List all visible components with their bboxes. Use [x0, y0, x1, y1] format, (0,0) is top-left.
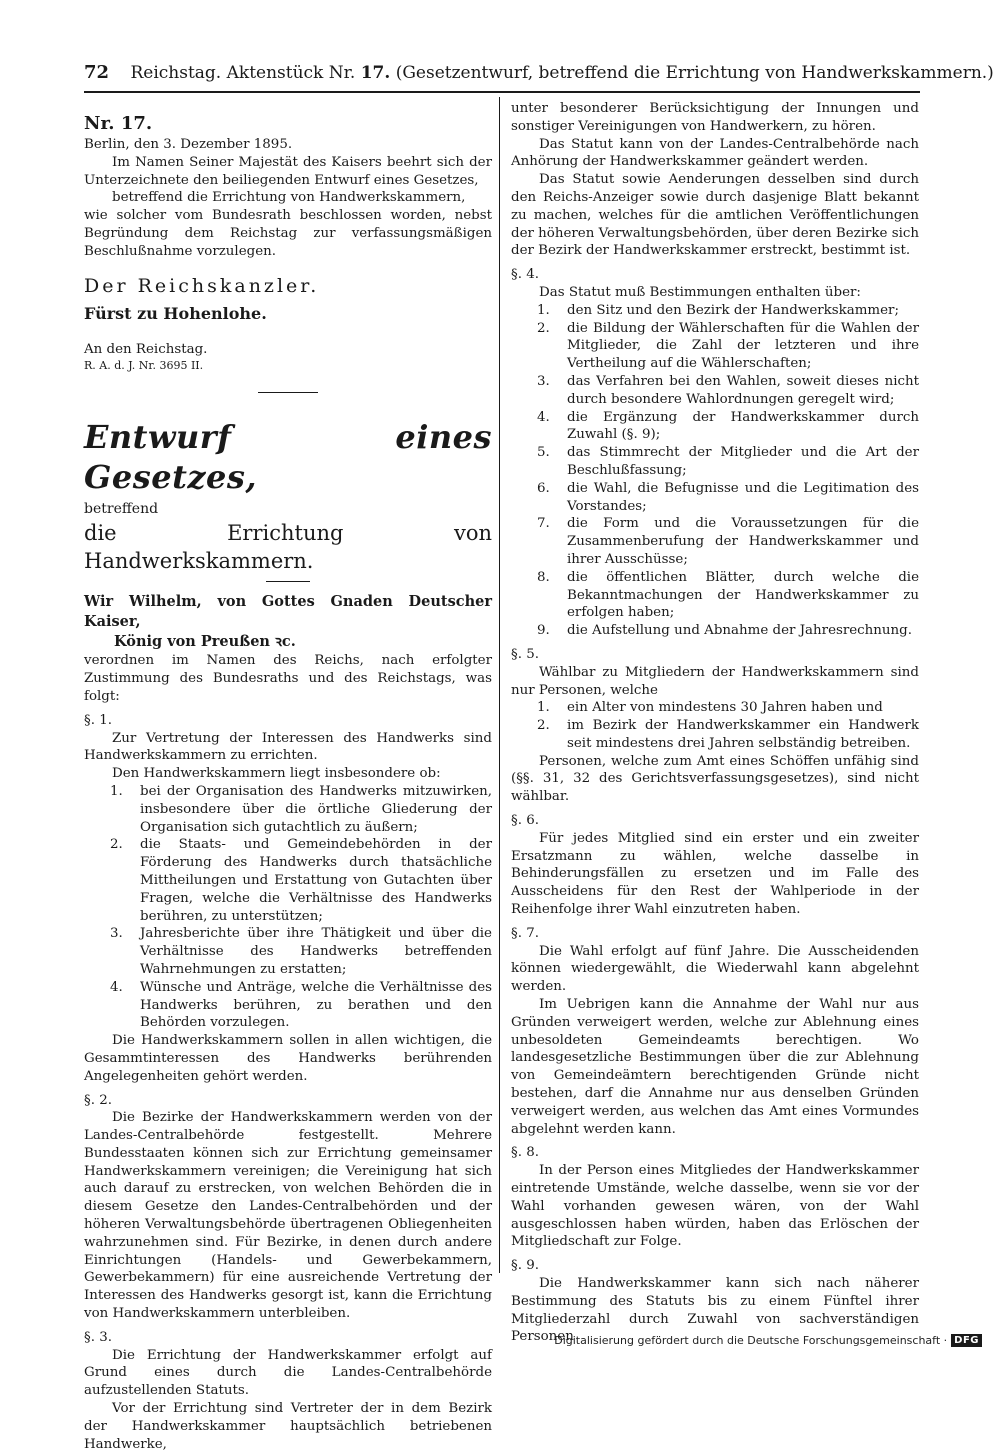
draft-subtitle: die Errichtung von Handwerkskammern.: [84, 521, 492, 574]
list-item: 2. die Staats- und Gemeindebehörden in der Förderung des Handwerks durch thatsächliche Mittheilungen und Erstattung von Gutachten über Fragen, welche die Verhältnisse des Handwerks berühren, zu unterstützen;: [110, 837, 492, 924]
section-4-paragraph-1: Das Statut muß Bestimmungen enthalten über:: [539, 284, 861, 300]
section-heading-6: §. 6.: [511, 813, 539, 829]
list-item: 1. den Sitz und den Bezirk der Handwerkskammer;: [537, 302, 899, 318]
list-item: 7. die Form und die Voraussetzungen für die Zusammenberufung der Handwerkskammer und ihrer Ausschüsse;: [537, 516, 919, 567]
list-item: 2. im Bezirk der Handwerkskammer ein Handwerk seit mindestens drei Jahren selbständig betreiben.: [537, 718, 919, 751]
signature-name: Fürst zu Hohenlohe.: [84, 303, 267, 323]
section-5-list: [511, 699, 919, 752]
section-heading-2: §. 2.: [84, 1092, 112, 1108]
draft-betreffend: betreffend: [84, 501, 159, 518]
section-8-paragraph-1: In der Person eines Mitgliedes der Handwerkskammer eintretende Umstände, welche dasselbe, wenn sie vor der Wahl vorhanden gewesen wären, von der Wahl ausgeschlossen haben würden, haben das Erlöschen der Mitgliedschaft zur Folge.: [511, 1163, 919, 1250]
section-heading-7: §. 7.: [511, 925, 539, 941]
addressee: An den Reichstag.: [84, 341, 208, 357]
column-divider: [499, 97, 500, 1273]
section-5-paragraph-1: Wählbar zu Mitgliedern der Handwerkskammern sind nur Personen, welche: [511, 664, 919, 698]
header-title: (Gesetzentwurf, betreffend die Errichtung von Handwerkskammern.): [395, 63, 994, 83]
section-3-paragraph-1: Die Errichtung der Handwerkskammer erfolgt auf Grund eines durch die Landes-Centralbehörde aufzustellenden Statuts.: [84, 1347, 492, 1399]
list-item: 6. die Wahl, die Befugnisse und die Legitimation des Vorstandes;: [537, 480, 919, 514]
dfg-logo: DFG: [951, 1334, 982, 1347]
section-1-paragraph-2: Den Handwerkskammern liegt insbesondere ob:: [112, 766, 441, 782]
draft-title: Entwurf eines Gesetzes,: [84, 418, 492, 497]
header-prefix: Reichstag. Aktenstück Nr.: [130, 63, 356, 83]
section-4-list: [511, 302, 919, 640]
list-item: 9. die Aufstellung und Abnahme der Jahresrechnung.: [537, 623, 913, 639]
header-document-number: 17.: [360, 63, 391, 83]
list-item: 5. das Stimmrecht der Mitglieder und die Art der Beschlußfassung;: [537, 445, 919, 478]
section-6-paragraph-1: Für jedes Mitglied sind ein erster und ein zweiter Ersatzmann zu wählen, welche dasselbe in Behinderungsfällen zu ersetzen und im Falle des Ausscheidens für den Rest der Wahlperiode in der Reihenfolge ihrer Wahl einzutreten haben.: [511, 830, 919, 918]
section-3-paragraph-2: Vor der Errichtung sind Vertreter der in dem Bezirk der Handwerkskammer hauptsächlich betriebenen Handwerke,: [84, 1401, 492, 1452]
section-separator: [258, 392, 318, 393]
section-7-paragraph-2: Im Uebrigen kann die Annahme der Wahl nur aus Gründen verweigert werden, welche zur Ablehnung eines unbesoldeten Gemeindeamts berechtigen. Wo landesgesetzliche Bestimmungen über die zur Ablehnung von Gemeindeämtern berechtigenden Gründe nicht bestehen, darf die Annahme nur aus denselben Gründen verweigert werden, aus welchen das Amt eines Vormundes abgelehnt werden kann.: [511, 997, 919, 1137]
section-3-paragraph-3: Das Statut kann von der Landes-Centralbehörde nach Anhörung der Handwerkskammer geändert werden.: [511, 136, 919, 170]
list-item: 2. die Bildung der Wählerschaften für die Wahlen der Mitglieder, die Zahl der letzteren und ihre Vertheilung auf die Wählerschaften;: [537, 320, 919, 372]
right-column: [511, 100, 919, 1346]
subtitle-separator: [266, 581, 310, 582]
section-heading-3: §. 3.: [84, 1329, 112, 1345]
section-9-paragraph-1: Die Handwerkskammer kann sich nach näherer Bestimmung des Statuts bis zu einem Fünftel ihrer Mitgliederzahl durch Zuwahl von sachverständigen Personen: [511, 1276, 919, 1345]
credit-text: Digitalisierung gefördert durch die Deutsche Forschungsgemeinschaft ·: [554, 1334, 948, 1347]
section-heading-1: §. 1.: [84, 712, 112, 728]
section-1-list: [84, 783, 492, 1032]
intro-subject: betreffend die Errichtung von Handwerkskammern,: [112, 190, 466, 206]
section-heading-9: §. 9.: [511, 1258, 539, 1274]
list-item: 8. die öffentlichen Blätter, durch welche die Bekanntmachungen der Handwerkskammer zu erfolgen haben;: [537, 569, 919, 621]
list-item: 3. das Verfahren bei den Wahlen, soweit dieses nicht durch besondere Wahlordnungen geregelt wird;: [537, 373, 919, 407]
list-item: 1. ein Alter von mindestens 30 Jahren haben und: [537, 700, 883, 716]
section-7-paragraph-1: Die Wahl erfolgt auf fünf Jahre. Die Ausscheidenden können wiedergewählt, die Wiederwahl kann abgelehnt werden.: [511, 943, 919, 995]
preamble-line-2: König von Preußen ꝛc.: [114, 633, 296, 651]
list-item: 4. Wünsche und Anträge, welche die Verhältnisse des Handwerks berühren, zu berathen und den Behörden vorzulegen.: [110, 979, 492, 1031]
reference-number: R. A. d. J. Nr. 3695 II.: [84, 359, 204, 373]
section-heading-5: §. 5.: [511, 646, 539, 662]
list-item: 1. bei der Organisation des Handwerks mitzuwirken, insbesondere über die örtliche Gliederung der Organisation sich gutachtlich zu äußern;: [110, 783, 492, 835]
left-column: [84, 100, 492, 1453]
section-2-paragraph-1: Die Bezirke der Handwerkskammern werden von der Landes-Centralbehörde festgestellt. Mehrere Bundesstaaten können sich zur Errichtung gemeinsamer Handwerkskammern vereinigen; die Vereinigung hat sich auch darauf zu erstrecken, von welchen Behörden die in diesem Gesetze den Landes-Centralbehörden und der höheren Verwaltungsbehörde übertragenen Obliegenheiten wahrzunehmen sind. Für Bezirke, in denen durch andere Einrichtungen (Handels- und Gewerbekammern, Gewerbekammern) für eine ausreichende Vertretung der Interessen des Handwerks gesorgt ist, kann die Errichtung von Handwerkskammern unterbleiben.: [84, 1110, 492, 1322]
section-1-paragraph-3: Die Handwerkskammern sollen in allen wichtigen, die Gesammtinteressen des Handwerks berührenden Angelegenheiten gehört werden.: [84, 1033, 492, 1084]
preamble-line-1: Wir Wilhelm, von Gottes Gnaden Deutscher Kaiser,: [84, 593, 492, 631]
intro-continuation: wie solcher vom Bundesrath beschlossen worden, nebst Begründung dem Reichstag zur verfassungsmäßigen Beschlußnahme vorzulegen.: [84, 208, 492, 259]
running-header: [84, 58, 994, 88]
section-5-paragraph-2: Personen, welche zum Amt eines Schöffen unfähig sind (§§. 31, 32 des Gerichtsverfassungsgesetzes), sind nicht wählbar.: [511, 753, 919, 805]
section-1-paragraph-1: Zur Vertretung der Interessen des Handwerks sind Handwerkskammern zu errichten.: [84, 730, 492, 764]
signature-office: Der Reichskanzler.: [84, 274, 320, 297]
list-item: 3. Jahresberichte über ihre Thätigkeit und über die Verhältnisse des Handwerks betreffenden Wahrnehmungen zu erstatten;: [110, 926, 492, 977]
page-number: 72: [84, 62, 110, 83]
section-heading-8: §. 8.: [511, 1145, 539, 1161]
list-item: 4. die Ergänzung der Handwerkskammer durch Zuwahl (§. 9);: [537, 409, 919, 443]
enactment-clause: verordnen im Namen des Reichs, nach erfolgter Zustimmung des Bundesraths und des Reichstags, was folgt:: [84, 653, 492, 704]
intro-paragraph: Im Namen Seiner Majestät des Kaisers beehrt sich der Unterzeichnete den beiliegenden Entwurf eines Gesetzes,: [84, 154, 492, 188]
section-heading-4: §. 4.: [511, 267, 539, 283]
dateline: Berlin, den 3. Dezember 1895.: [84, 137, 293, 152]
section-3-paragraph-4: Das Statut sowie Aenderungen desselben sind durch den Reichs-Anzeiger sowie durch dasjenige Blatt bekannt zu machen, welches für die amtlichen Veröffentlichungen der höheren Verwaltungsbehörden, über deren Bezirke sich der Bezirk der Handwerkskammer erstreckt, bestimmt ist.: [511, 172, 919, 259]
header-rule: [84, 91, 920, 93]
digitization-credit: [554, 1334, 982, 1347]
document-number-heading: Nr. 17.: [84, 113, 153, 134]
continued-paragraph: unter besonderer Berücksichtigung der Innungen und sonstiger Vereinigungen von Handwerkern, zu hören.: [511, 101, 919, 134]
